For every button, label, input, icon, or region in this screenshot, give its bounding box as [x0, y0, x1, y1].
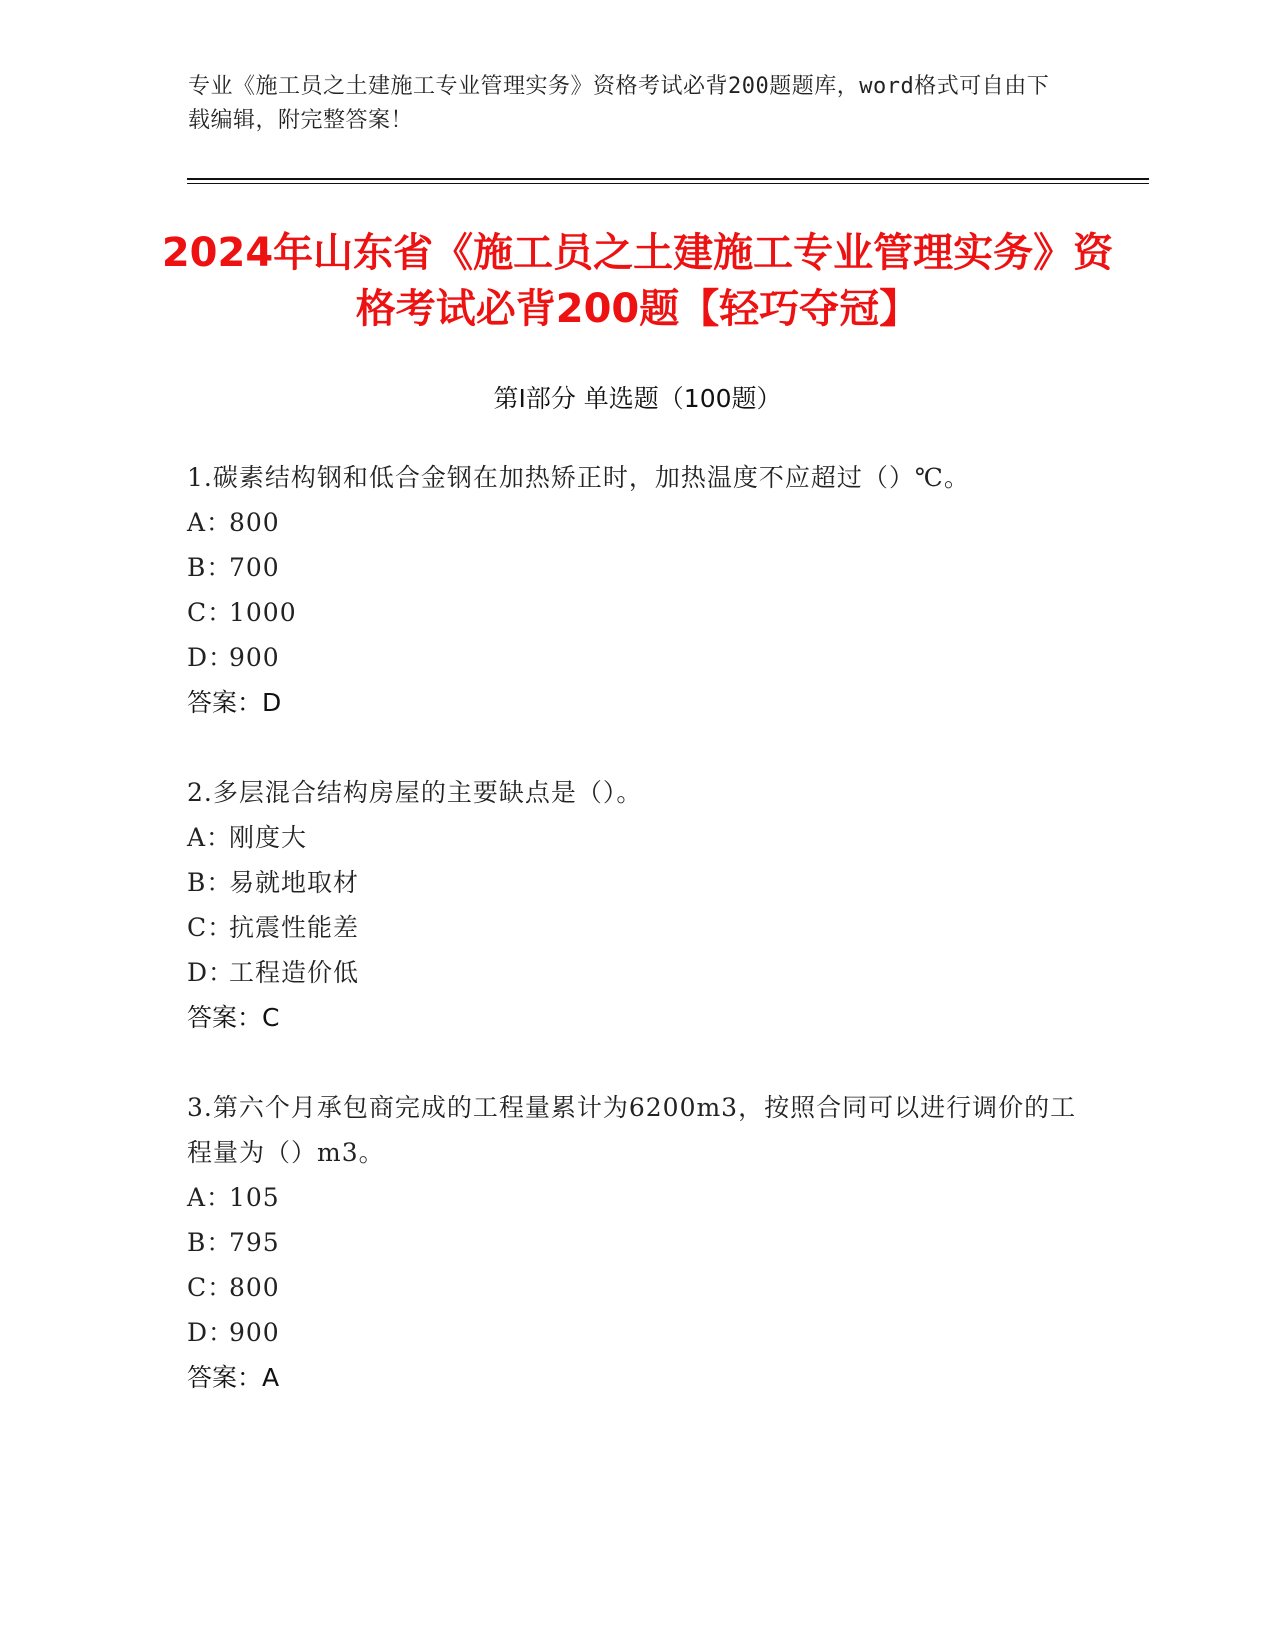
- option-letter: C：: [187, 1273, 234, 1302]
- option-a: [187, 815, 1087, 860]
- option-letter: B：: [187, 553, 233, 582]
- option-letter: D：: [187, 643, 235, 672]
- option-letter: A：: [187, 823, 233, 852]
- answer: 答案：A: [187, 1363, 280, 1392]
- option-letter: B：: [187, 868, 233, 897]
- option-text: 700: [229, 553, 280, 582]
- option-b: [187, 545, 1087, 590]
- option-letter: C：: [187, 913, 234, 942]
- option-text: 900: [229, 1318, 280, 1347]
- section-title: 第I部分 单选题（100题）: [493, 384, 782, 413]
- option-a: [187, 1175, 1087, 1220]
- option-text: 105: [229, 1183, 280, 1212]
- header-divider-thin: [187, 183, 1149, 184]
- option-c: [187, 1265, 1087, 1310]
- answer: 答案：C: [187, 1003, 280, 1032]
- option-text: 1000: [229, 598, 297, 627]
- question-1: [187, 455, 1087, 725]
- option-d: [187, 950, 1087, 995]
- option-letter: B：: [187, 1228, 233, 1257]
- option-a: [187, 500, 1087, 545]
- question-stem: 3.第六个月承包商完成的工程量累计为6200m3，按照合同可以进行调价的工程量为（）m3。: [187, 1093, 1077, 1167]
- document-title: 2024年山东省《施工员之土建施工专业管理实务》资格考试必背200题【轻巧夺冠】: [161, 230, 1114, 332]
- option-b: [187, 1220, 1087, 1265]
- option-d: [187, 1310, 1087, 1355]
- question-3: [187, 1085, 1087, 1400]
- question-stem: 2.多层混合结构房屋的主要缺点是（）。: [187, 778, 643, 807]
- question-stem: 1.碳素结构钢和低合金钢在加热矫正时，加热温度不应超过（）℃。: [187, 463, 970, 492]
- option-text: 易就地取材: [229, 868, 360, 897]
- option-text: 900: [229, 643, 280, 672]
- option-letter: C：: [187, 598, 234, 627]
- option-d: [187, 635, 1087, 680]
- question-2: [187, 770, 1087, 1040]
- option-text: 800: [229, 508, 280, 537]
- option-text: 795: [229, 1228, 280, 1257]
- option-text: 工程造价低: [229, 958, 360, 987]
- option-letter: D：: [187, 958, 235, 987]
- header-divider-thick: [187, 178, 1149, 180]
- option-text: 800: [229, 1273, 280, 1302]
- header-note: 专业《施工员之土建施工专业管理实务》资格考试必背200题题库，word格式可自由下载编辑，附完整答案！: [188, 74, 1050, 133]
- option-text: 抗震性能差: [229, 913, 360, 942]
- option-b: [187, 860, 1087, 905]
- option-letter: A：: [187, 1183, 233, 1212]
- option-text: 刚度大: [229, 823, 308, 852]
- option-c: [187, 590, 1087, 635]
- option-c: [187, 905, 1087, 950]
- option-letter: A：: [187, 508, 233, 537]
- option-letter: D：: [187, 1318, 235, 1347]
- answer: 答案：D: [187, 688, 282, 717]
